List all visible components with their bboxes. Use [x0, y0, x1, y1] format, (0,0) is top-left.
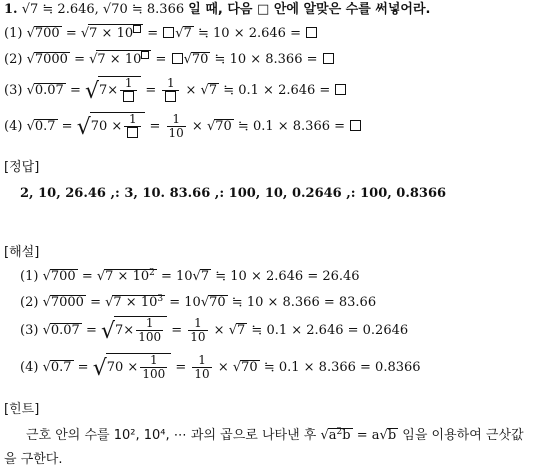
- problem-item-4: [4, 112, 362, 143]
- item-expression: √0.7 = √70 × 1 = $\frac{1}{10}$ × √70 ≒ 0.1 × 8.366 =: [27, 119, 363, 134]
- problem-given: √7 ≒ 2.646, √70 ≒ 8.366: [21, 2, 185, 17]
- item-label: (3): [4, 83, 23, 98]
- problem-item-3: [4, 76, 347, 107]
- hint-text-after: 임을 이용하여 근삿값을 구한다.: [4, 428, 524, 467]
- problem-header: [4, 2, 430, 18]
- item-label: (2): [20, 295, 39, 310]
- item-expression: √0.07 = √7× 1 = 1 × √7 ≒ 0.1 × 2.646 =: [27, 83, 348, 98]
- item-label: (4): [4, 119, 23, 134]
- item-label: (1): [4, 26, 23, 41]
- item-expression: √7000 = √7 × 10 = √70 ≒ 10 × 8.366 =: [27, 52, 335, 67]
- solution-item-4: [20, 353, 421, 384]
- problem-item-2: [4, 50, 335, 68]
- item-expression: $√7000 = √7 \times 10^3 = 10√70$ ≒ 10 × 8.366 = 83.66: [42, 294, 377, 310]
- solution-item-3: [20, 316, 408, 347]
- hint-text-before: 근호 안의 수를 10², 10⁴, ⋯ 과의 곱으로 나타낸 후: [26, 428, 317, 443]
- problem-item-1: [4, 24, 318, 42]
- item-label: (2): [4, 52, 23, 67]
- item-label: (3): [20, 323, 39, 338]
- hint-paragraph: [4, 424, 529, 472]
- hint-heading: [힌트]: [4, 402, 40, 417]
- problem-instruction: 일 때, 다음 □ 안에 알맞은 수를 써넣어라.: [188, 2, 431, 17]
- solution-item-1: [20, 269, 360, 285]
- item-expression: √0.07 = √7× $\frac{1}{100}$ = $\frac{1}{10}$ × √7 ≒ 0.1 × 2.646 = 0.2646: [42, 316, 409, 344]
- answer-heading: [정답]: [4, 160, 40, 175]
- hint-formula: $√a^2b = a√b$: [320, 427, 397, 443]
- problem-number: 1.: [4, 2, 18, 17]
- item-label: (4): [20, 360, 39, 375]
- solution-heading: [해설]: [4, 245, 40, 260]
- item-expression: √700 = √7 × 10 = √7 ≒ 10 × 2.646 =: [27, 26, 319, 41]
- item-expression: √0.7 = √70 × $\frac{1}{100}$ = $\frac{1}{10}$ × √70 ≒ 0.1 × 8.366 = 0.8366: [42, 353, 421, 381]
- solution-item-2: [20, 295, 376, 311]
- answer-text: 2, 10, 26.46 ,: 3, 10. 83.66 ,: 100, 10, 0.2646 ,: 100, 0.8366: [20, 186, 447, 201]
- item-expression: $√700 = √7 \times 10^2 = 10√7$ ≒ 10 × 2.646 = 26.46: [42, 268, 360, 284]
- item-label: (1): [20, 269, 39, 284]
